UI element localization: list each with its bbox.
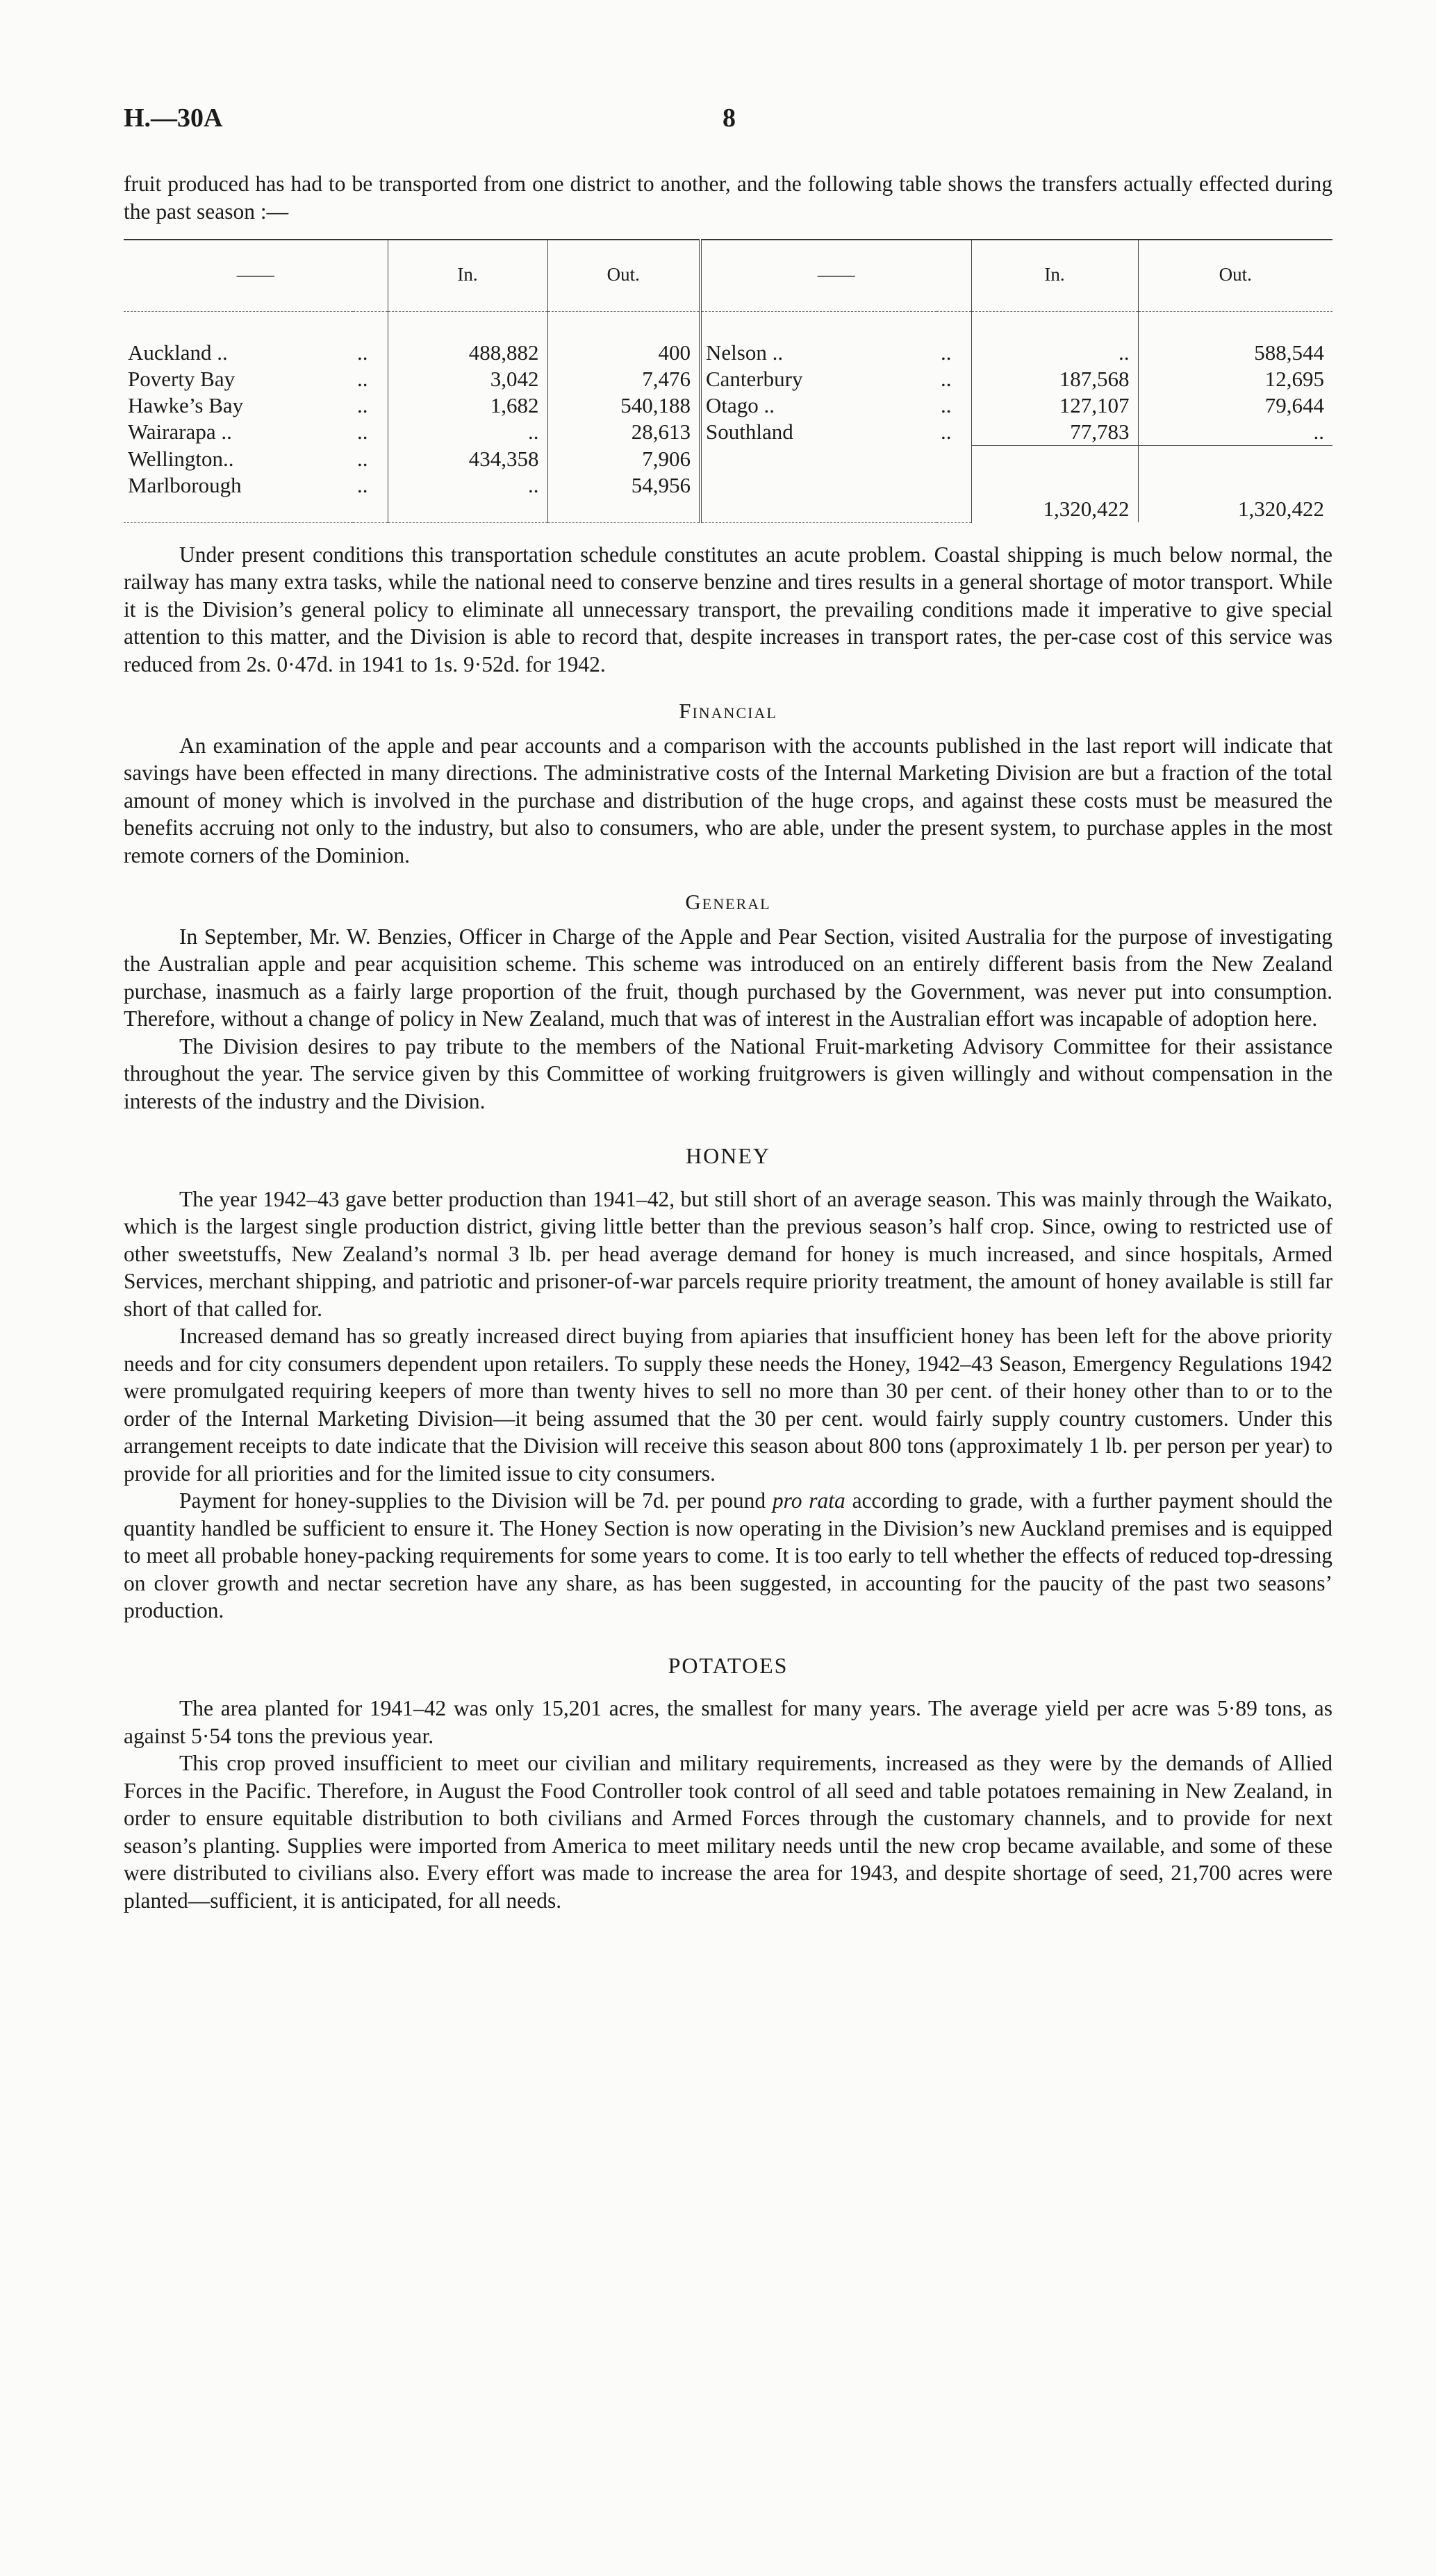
out-value: 400 — [547, 340, 700, 366]
table-row — [124, 392, 1332, 419]
honey-paragraph: Increased demand has so greatly increased direct buying from apiaries that insufficient honey has been left for the above priority needs and for city consumers dependent upon retailers. To supply these needs the Honey, 1942–43 Season, Emergency Regulations 1942 were promulgated requiring keepers of more than twenty hives to sell no more than 30 per cent. of their honey other than to or to the order of the Internal Marketing Division—it being assumed that the 30 per cent. would fairly supply country customers. Under this arrangement receipts to date indicate that the Division will receive this season about 800 tons (approximately 1 lb. per person per year) to provide for all priorities and for the limited issue to city consumers. — [124, 1324, 1332, 1486]
pro-rata-italic: pro rata — [772, 1488, 845, 1513]
transport-paragraph: Under present conditions this transportation schedule constitutes an acute problem. Coastal shipping is much below normal, the railway has many extra tasks, while the national need to conserve benzine and tires results in a general shortage of motor transport. While it is the Division’s general policy to eliminate all unnecessary transport, the prevailing conditions made it imperative to give special attention to this matter, and the Division is able to record that, despite increases in transport rates, the per-case cost of this service was reduced from 2s. 0·47d. in 1941 to 1s. 9·52d. for 1942. — [124, 542, 1332, 676]
general-paragraph: The Division desires to pay tribute to the members of the National Fruit-marketing Advisory Committee for their assistance throughout the year. The service given by this Committee of working fruitgrowers is given willingly and without compensation in the interests of the industry and the Division. — [124, 1033, 1332, 1113]
leader-dots: .. — [357, 340, 368, 365]
leader-dots: .. — [941, 393, 952, 417]
district-name: Otago .. — [700, 392, 936, 419]
total-out: 1,320,422 — [1138, 446, 1332, 523]
out-value: 12,695 — [1138, 366, 1332, 392]
total-in: 1,320,422 — [971, 446, 1138, 523]
intro-paragraph: fruit produced has had to be transported from one district to another, and the following table shows the transfers actually effected during the past season :— — [124, 172, 1332, 224]
out-value: 79,644 — [1138, 392, 1332, 419]
in-value: 434,358 — [388, 446, 547, 472]
header-out-right: Out. — [1138, 240, 1332, 312]
leader-dots: .. — [357, 419, 368, 444]
table-row — [124, 340, 1332, 366]
leader-dots: .. — [357, 367, 368, 391]
in-value: 3,042 — [388, 366, 547, 392]
honey-heading: HONEY — [686, 1143, 770, 1168]
leader-dots: .. — [941, 340, 952, 365]
leader-dots: .. — [357, 393, 368, 417]
potatoes-paragraph: This crop proved insufficient to meet our civilian and military requirements, increased as they were by the demands of Allied Forces in the Pacific. Therefore, in August the Food Controller took control of all seed and table potatoes remaining in New Zealand, in order to ensure equitable distribution to both civilians and Armed Forces through the customary channels, and to provide for next season’s planting. Supplies were imported from America to meet military needs until the new crop became available, and some of these were distributed to civilians also. Every effort was made to increase the area for 1943, and despite shortage of seed, 21,700 acres were planted—sufficient, it is anticipated, for all needs. — [124, 1751, 1332, 1913]
payment-text-before: Payment for honey-supplies to the Division will be 7d. per pound — [179, 1488, 773, 1513]
header-district-right: —— — [700, 240, 971, 312]
district-name: Southland — [700, 419, 936, 446]
header-out-left: Out. — [547, 240, 700, 312]
transfers-table — [124, 239, 1332, 523]
header-district-left: —— — [124, 240, 388, 312]
page-content — [124, 170, 1332, 1914]
table-row — [124, 446, 1332, 472]
financial-heading: Financial — [679, 699, 777, 723]
leader-dots: .. — [941, 419, 952, 444]
district-name: Auckland .. — [128, 340, 228, 365]
potatoes-paragraph: The area planted for 1941–42 was only 15,201 acres, the smallest for many years. The average yield per acre was 5·89 tons, as against 5·54 tons the previous year. — [124, 1696, 1332, 1748]
page-number: 8 — [723, 103, 736, 133]
district-name: Poverty Bay — [128, 367, 236, 391]
table-row — [124, 419, 1332, 446]
district-name: Canterbury — [700, 366, 936, 392]
page-header — [124, 103, 1332, 138]
out-value: 588,544 — [1138, 340, 1332, 366]
out-value: 540,188 — [547, 392, 700, 419]
in-value: .. — [971, 340, 1138, 366]
district-name: Marlborough — [124, 472, 353, 523]
in-value: .. — [388, 472, 547, 523]
out-value: 7,906 — [547, 446, 700, 472]
general-heading: General — [685, 890, 771, 914]
table-header-row — [124, 240, 1332, 312]
honey-payment-paragraph — [124, 1487, 1332, 1624]
leader-dots: .. — [941, 367, 952, 391]
in-value: 77,783 — [971, 419, 1138, 446]
report-code: H.—30A — [124, 103, 223, 133]
payment-text-after: according to grade, with a further payment should the quantity handled be sufficient to ensure it. The Honey Section is now operating in the Division’s new Auckland premises and is equipped to meet all probable honey-packing requirements for some years to come. It is too early to tell whether the effects of reduced top-dressing on clover growth and nectar secretion have any share, as has been suggested, in accounting for the paucity of the past two seasons’ production. — [124, 1488, 1332, 1622]
potatoes-heading: POTATOES — [668, 1652, 789, 1678]
out-value: 7,476 — [547, 366, 700, 392]
in-value: .. — [388, 419, 547, 446]
honey-paragraph: The year 1942–43 gave better production than 1941–42, but still short of an average season. This was mainly through the Waikato, which is the largest single production district, giving little better than the previous season’s half crop. Since, owing to restricted use of other sweetstuffs, New Zealand’s normal 3 lb. per head average demand for honey is much increased, and since hospitals, Armed Services, merchant shipping, and patriotic and prisoner-of-war parcels require priority treatment, the amount of honey available is still far short of that called for. — [124, 1186, 1332, 1321]
table-row — [124, 366, 1332, 392]
in-value: 187,568 — [971, 366, 1138, 392]
district-name: Hawke’s Bay — [128, 393, 244, 417]
general-paragraph: In September, Mr. W. Benzies, Officer in Charge of the Apple and Pear Section, visited Australia for the purpose of investigating the Australian apple and pear acquisition scheme. This scheme was introduced on an entirely different basis from the New Zealand purchase, inasmuch as a fairly large proportion of the fruit, though purchased by the Government, was never put into consumption. Therefore, without a change of policy in New Zealand, much that was of interest in the Australian effort was incapable of adoption here. — [124, 924, 1332, 1031]
financial-paragraph: An examination of the apple and pear accounts and a comparison with the accounts published in the last report will indicate that savings have been effected in many directions. The administrative costs of the Internal Marketing Division are but a fraction of the total amount of money which is involved in the purchase and distribution of the huge crops, and against these costs must be measured the benefits accruing not only to the industry, but also to consumers, who are able, under the present system, to purchase apples in the most remote corners of the Dominion. — [124, 733, 1332, 867]
in-value: 488,882 — [388, 340, 547, 366]
out-value: 28,613 — [547, 419, 700, 446]
out-value: .. — [1138, 419, 1332, 446]
in-value: 127,107 — [971, 392, 1138, 419]
district-name: Nelson .. — [700, 340, 936, 366]
table-spacer-row — [124, 312, 1332, 340]
district-name: Wairarapa .. — [128, 419, 232, 444]
leader-dots: .. — [353, 472, 388, 523]
district-name: Wellington.. — [128, 446, 234, 471]
out-value: 54,956 — [547, 472, 700, 523]
in-value: 1,682 — [388, 392, 547, 419]
header-in-left: In. — [388, 240, 547, 312]
leader-dots: .. — [357, 446, 368, 471]
header-in-right: In. — [971, 240, 1138, 312]
